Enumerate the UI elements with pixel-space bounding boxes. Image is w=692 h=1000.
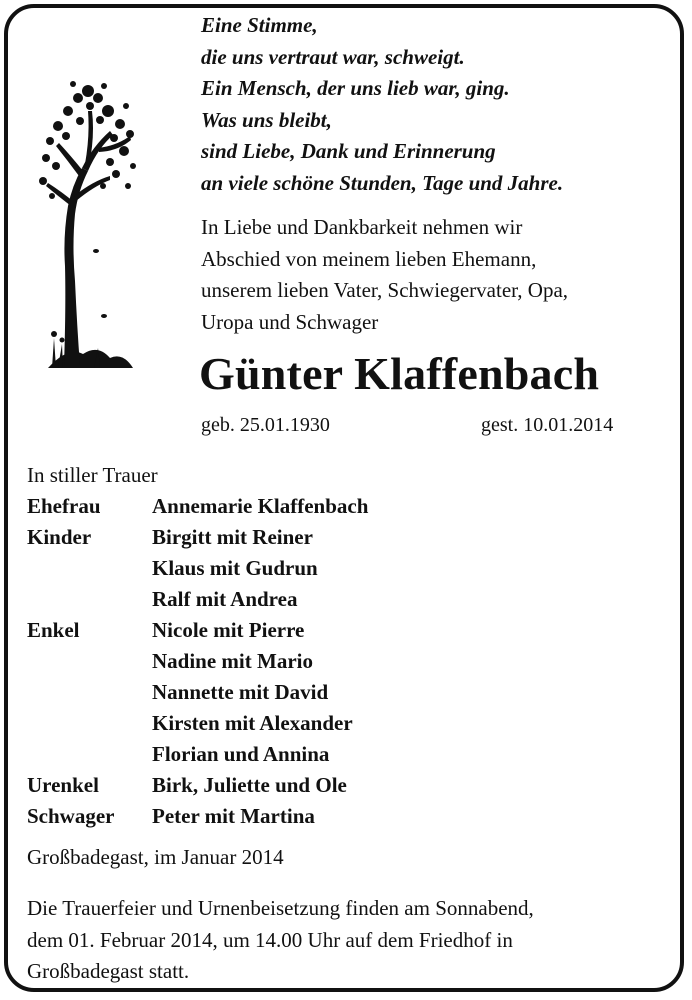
ceremony-notice	[27, 893, 667, 988]
ceremony-line: dem 01. Februar 2014, um 14.00 Uhr auf dem Friedhof in	[27, 927, 513, 952]
family-members: Birgitt mit Reiner	[152, 525, 313, 549]
family-members: Nannette mit David	[152, 680, 329, 704]
intro-line: unserem lieben Vater, Schwiegervater, Opa,	[201, 278, 569, 302]
ceremony-line: Großbadegast statt.	[27, 959, 190, 983]
intro-line: Abschied von meinem lieben Ehemann,	[201, 246, 537, 271]
family-list	[27, 491, 667, 832]
ceremony-line: Die Trauerfeier und Urnenbeisetzung finden am Sonnabend,	[27, 896, 534, 920]
family-relation: Schwager	[27, 804, 115, 828]
family-row	[27, 801, 667, 832]
poem-line: Was uns bleibt,	[201, 107, 332, 132]
family-relation: Kinder	[27, 525, 92, 549]
family-members: Florian und Annina	[152, 742, 330, 766]
poem-line: sind Liebe, Dank und Erinnerung	[201, 139, 496, 163]
family-row	[27, 770, 667, 801]
mourning-heading: In stiller Trauer	[27, 463, 158, 487]
family-members: Birk, Juliette und Ole	[152, 773, 347, 797]
poem-line: Eine Stimme,	[201, 13, 318, 37]
poem-line: Ein Mensch, der uns lieb war, ging.	[201, 76, 510, 100]
family-relation: Enkel	[27, 618, 80, 642]
family-row	[27, 553, 667, 584]
poem-line: an viele schöne Stunden, Tage und Jahre.	[201, 170, 564, 195]
family-row	[27, 491, 667, 522]
family-members: Ralf mit Andrea	[152, 587, 298, 611]
family-members: Nadine mit Mario	[152, 649, 313, 673]
poem-line: die uns vertraut war, schweigt.	[201, 44, 465, 69]
family-members: Nicole mit Pierre	[152, 618, 305, 642]
family-row	[27, 615, 667, 646]
family-members: Peter mit Martina	[152, 804, 315, 828]
family-row	[27, 708, 667, 739]
family-row	[27, 739, 667, 770]
place-date: Großbadegast, im Januar 2014	[27, 845, 284, 869]
family-row	[27, 522, 667, 553]
intro-line: Uropa und Schwager	[201, 309, 379, 334]
intro-line: In Liebe und Dankbarkeit nehmen wir	[201, 215, 523, 239]
tree-icon	[38, 76, 138, 376]
birth-date: geb. 25.01.1930	[201, 414, 330, 436]
deceased-name: Günter Klaffenbach	[199, 348, 600, 399]
poem	[201, 10, 671, 199]
family-row	[27, 584, 667, 615]
intro-text	[201, 212, 671, 338]
family-relation: Ehefrau	[27, 494, 101, 518]
family-relation: Urenkel	[27, 773, 99, 797]
death-date: gest. 10.01.2014	[481, 414, 614, 436]
family-members: Klaus mit Gudrun	[152, 556, 318, 580]
family-members: Kirsten mit Alexander	[152, 711, 353, 735]
family-row	[27, 646, 667, 677]
family-members: Annemarie Klaffenbach	[152, 494, 369, 518]
family-row	[27, 677, 667, 708]
